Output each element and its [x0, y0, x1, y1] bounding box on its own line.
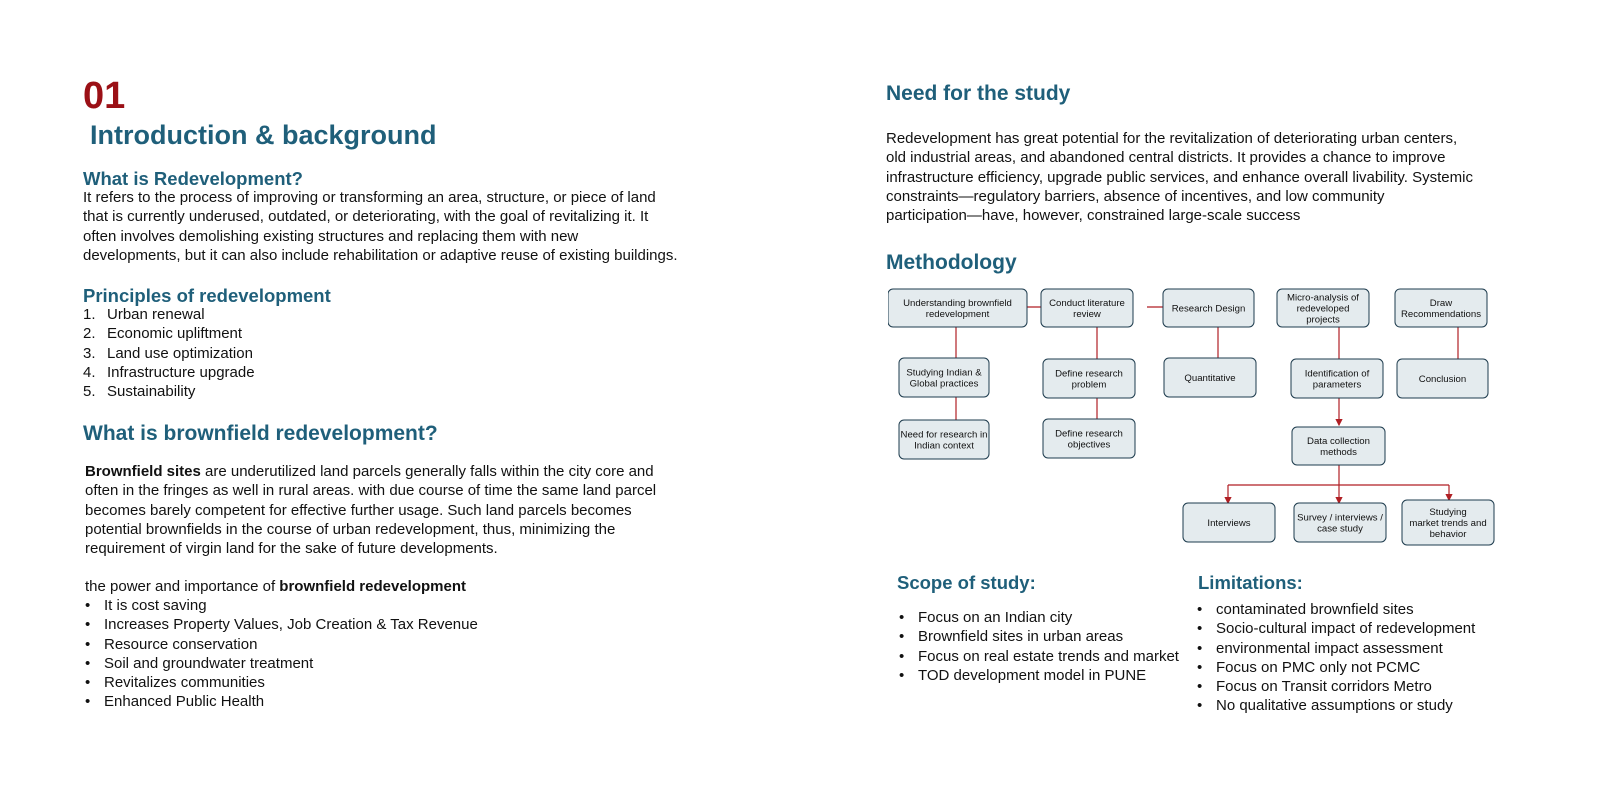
- paragraph-line: It refers to the process of improving or transforming an area, structure, or piece of land: [83, 189, 656, 206]
- flow-box: [899, 358, 989, 397]
- flow-arrows: [956, 307, 1458, 503]
- paragraph-line: developments, but it can also include rehabilitation or adaptive reuse of existing buildings.: [83, 246, 678, 264]
- paragraph-line: often in the fringes as well in rural areas. with due course of time the same land parcel: [85, 482, 657, 500]
- flow-box: [1291, 359, 1383, 398]
- flow-box-label: parameters: [1312, 379, 1362, 391]
- flow-box-label: review: [1073, 308, 1101, 320]
- flow-box-label: redevelopment: [925, 308, 990, 320]
- list-item: 4. Infrastructure upgrade: [83, 363, 255, 381]
- methodology-flowchart: [888, 287, 1518, 562]
- list-item: • environmental impact assessment: [1195, 639, 1475, 658]
- list-item: • Enhanced Public Health: [83, 692, 478, 711]
- flow-box-label: Understanding brownfield: [903, 297, 1012, 309]
- list-item: 2. Economic upliftment: [83, 325, 243, 343]
- flow-box-label: Studying: [1429, 506, 1467, 518]
- flow-box: [1395, 289, 1487, 327]
- list-item: 3. Land use optimization: [83, 344, 253, 362]
- importance-list: [83, 596, 478, 712]
- paragraph-line: old industrial areas, and abandoned central districts. It provides a chance to improve: [886, 149, 1446, 167]
- list-item: • No qualitative assumptions or study: [1195, 696, 1475, 715]
- paragraph-line: participation—have, however, constrained large-scale success: [886, 207, 1301, 225]
- flow-box: [1163, 289, 1254, 327]
- list-item: • Brownfield sites in urban areas: [897, 627, 1179, 646]
- list-item: • TOD development model in PUNE: [897, 666, 1179, 685]
- paragraph-line: Redevelopment has great potential for the revitalization of deteriorating urban centers,: [886, 130, 1458, 147]
- flow-box: [1292, 427, 1385, 465]
- limitations-list: [1195, 600, 1475, 716]
- flow-box-label: Studying Indian &: [906, 367, 982, 379]
- list-item: • Focus on Transit corridors Metro: [1195, 677, 1475, 696]
- list-item: • Socio-cultural impact of redevelopment: [1195, 619, 1475, 638]
- flow-box-label: methods: [1320, 446, 1357, 458]
- flow-box-label: Micro-analysis of: [1287, 292, 1359, 304]
- paragraph-line: potential brownfields in the course of urban redevelopment, thus, minimizing the: [85, 520, 616, 538]
- flow-box-label: Data collection: [1307, 435, 1370, 447]
- paragraph-line: constraints—regulatory barriers, absence of incentives, and low community: [886, 187, 1385, 205]
- paragraph-line: Brownfield sites are underutilized land parcels generally falls within the city core and: [85, 463, 654, 480]
- principles-list: [83, 305, 255, 401]
- flow-box-label: redeveloped: [1296, 303, 1350, 315]
- what-is-redevelopment-heading: What is Redevelopment?: [83, 168, 303, 189]
- flow-box-label: Recommendations: [1401, 308, 1481, 320]
- flow-box-label: Indian context: [914, 440, 974, 452]
- list-item: • Soil and groundwater treatment: [83, 654, 478, 673]
- need-for-study-paragraph: [886, 129, 1516, 225]
- flow-box-label: Define research: [1055, 428, 1123, 440]
- list-item: • Focus on an Indian city: [897, 608, 1179, 627]
- flow-box-label: Survey / interviews /: [1297, 512, 1383, 524]
- flow-box: [1397, 359, 1488, 398]
- flow-box-label: Need for research in: [900, 429, 988, 441]
- limitations-heading: Limitations:: [1198, 572, 1303, 593]
- list-item: 1. Urban renewal: [83, 306, 205, 323]
- importance-intro: the power and importance of brownfield redevelopment: [85, 578, 466, 595]
- flow-box-label: case study: [1317, 523, 1363, 535]
- flow-box-label: projects: [1306, 314, 1340, 326]
- flow-box-label: objectives: [1067, 439, 1111, 451]
- flow-box-label: Research Design: [1171, 303, 1246, 315]
- principles-heading: Principles of redevelopment: [83, 285, 331, 306]
- flow-box-label: problem: [1071, 379, 1107, 391]
- flow-connector: [1228, 465, 1449, 485]
- flow-box: [1294, 503, 1386, 542]
- flow-box-label: Global practices: [909, 378, 979, 390]
- flow-box: [1164, 358, 1256, 397]
- flow-box-label: Draw: [1429, 297, 1453, 309]
- methodology-heading: Methodology: [886, 251, 1017, 274]
- brownfield-heading: What is brownfield redevelopment?: [83, 422, 438, 445]
- what-is-redevelopment-paragraph: [83, 188, 700, 265]
- paragraph-line: becomes barely competent for effective further usage. Such land parcels becomes: [85, 501, 632, 519]
- paragraph-line: often involves demolishing existing structures and replacing them with new: [83, 227, 579, 245]
- flow-box: [1277, 289, 1369, 327]
- need-for-study-heading: Need for the study: [886, 82, 1071, 105]
- flow-box-label: Identification of: [1304, 368, 1370, 380]
- paragraph-line: infrastructure efficiency, upgrade public services, and enhance overall livability. Systemic: [886, 168, 1473, 186]
- scope-list: [897, 608, 1179, 685]
- flow-box-label: Define research: [1055, 368, 1123, 380]
- flow-box: [1043, 359, 1135, 398]
- paragraph-line: requirement of virgin land for the sake of future developments.: [85, 540, 498, 558]
- flow-box: [1043, 419, 1135, 458]
- list-item: • Focus on real estate trends and market: [897, 647, 1179, 666]
- flow-box-label: behavior: [1429, 528, 1467, 540]
- list-item: • It is cost saving: [83, 596, 478, 615]
- list-item: • contaminated brownfield sites: [1195, 600, 1475, 619]
- flow-box: [888, 289, 1027, 327]
- flow-box-label: market trends and: [1409, 517, 1487, 529]
- scope-heading: Scope of study:: [897, 572, 1036, 593]
- section-number: 01: [83, 75, 126, 117]
- list-item: • Revitalizes communities: [83, 673, 478, 692]
- paragraph-line: that is currently underused, outdated, or deteriorating, with the goal of revitalizing it. It: [83, 208, 649, 226]
- list-item: • Resource conservation: [83, 635, 478, 654]
- brownfield-sites-term: Brownfield sites: [85, 463, 201, 480]
- flow-box: [1183, 503, 1275, 542]
- brownfield-paragraph: [85, 462, 700, 558]
- flow-box: [899, 420, 989, 459]
- flow-box: [1402, 500, 1494, 545]
- list-item: • Increases Property Values, Job Creation & Tax Revenue: [83, 615, 478, 634]
- flow-box: [1041, 289, 1133, 327]
- list-item: 5. Sustainability: [83, 383, 196, 401]
- flow-box-label: Quantitative: [1184, 372, 1236, 384]
- flow-box-label: Interviews: [1207, 517, 1251, 529]
- flow-box-label: Conduct literature: [1049, 297, 1125, 309]
- flow-box-label: Conclusion: [1418, 373, 1467, 385]
- list-item: • Focus on PMC only not PCMC: [1195, 658, 1475, 677]
- page-title: Introduction & background: [90, 120, 437, 150]
